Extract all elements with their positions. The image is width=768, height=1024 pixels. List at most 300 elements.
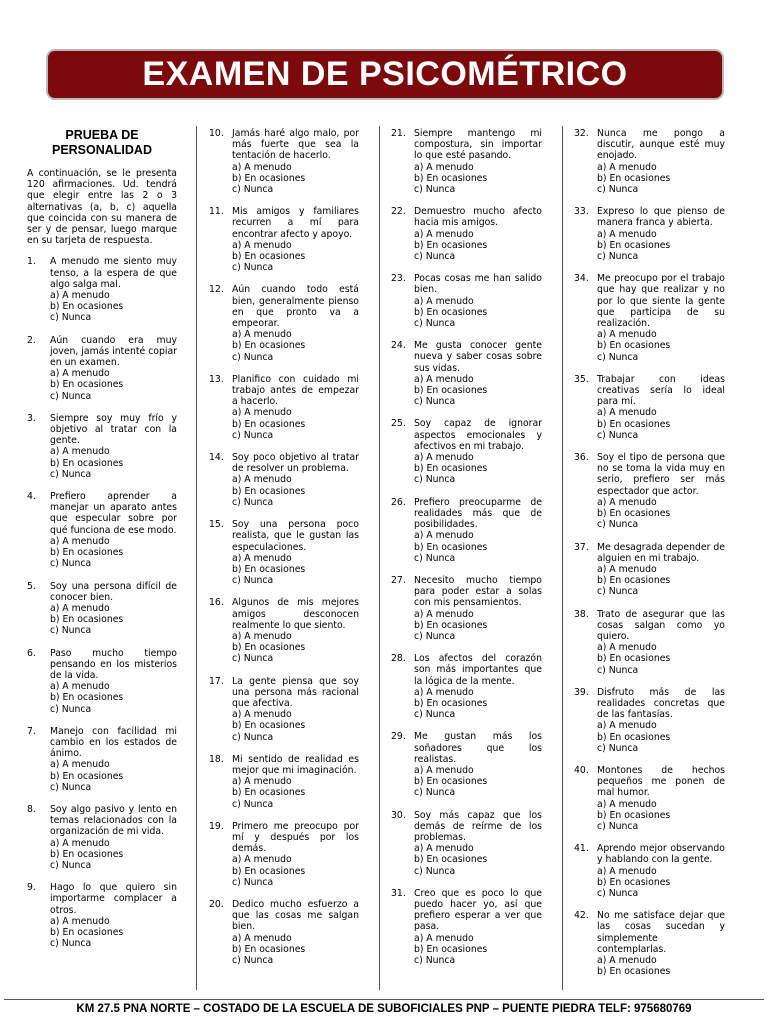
answer-option: c) Nunca <box>232 575 274 587</box>
question-text: Algunos de mis mejores amigos desconocen realmente lo que siento. <box>232 597 359 631</box>
answer-option: b) En ocasiones <box>414 619 488 631</box>
question-text: Siempre mantengo mi compostura, sin importar lo que esté pasando. <box>414 128 542 162</box>
question-text: Me preocupo por el trabajo que hay que realizar y no por lo que siente la gente que participa de su realización. <box>597 273 725 330</box>
question-text: Mi sentido de realidad es mejor que mi imaginación. <box>232 753 359 776</box>
question-statement <box>574 128 725 162</box>
footer-divider <box>4 999 764 1000</box>
question-number: 23. <box>391 273 406 285</box>
answer-option: b) En ocasiones <box>414 541 488 553</box>
column-divider <box>379 126 380 990</box>
answer-option: c) Nunca <box>414 630 456 642</box>
question-number: 14. <box>209 452 224 464</box>
question-item <box>574 910 725 977</box>
answer-option: a) A menudo <box>597 955 657 966</box>
question-text: Aún cuando era muy joven, jamás intenté copiar en un examen. <box>50 334 177 369</box>
answer-option: a) A menudo <box>232 630 292 642</box>
answer-option: a) A menudo <box>597 329 657 341</box>
question-number: 42. <box>574 910 589 922</box>
column-1 <box>27 128 177 960</box>
question-number: 28. <box>391 653 406 665</box>
question-item <box>209 754 359 810</box>
question-number: 13. <box>209 373 224 385</box>
question-text: Demuestro mucho afecto hacia mis amigos. <box>414 206 542 229</box>
answer-option: a) A menudo <box>414 530 474 542</box>
question-item <box>574 128 725 195</box>
answer-option: c) Nunca <box>414 552 456 564</box>
question-item <box>391 810 542 877</box>
question-number: 26. <box>391 496 406 508</box>
question-statement <box>574 910 725 955</box>
answer-option: b) En ocasiones <box>597 575 671 587</box>
question-statement <box>209 821 359 855</box>
question-item <box>27 804 177 871</box>
question-statement <box>391 575 542 609</box>
answer-option: a) A menudo <box>414 686 474 698</box>
question-text: Soy el tipo de persona que no se toma la vida muy en serio, prefiero ser más espectador que actor. <box>597 452 725 497</box>
question-text: Soy algo pasivo y lento en temas relacionados con la organización de mi vida. <box>50 803 177 838</box>
question-number: 41. <box>574 843 589 855</box>
question-statement <box>574 374 725 408</box>
question-statement <box>27 804 177 838</box>
answer-option: b) En ocasiones <box>50 547 124 559</box>
question-statement <box>209 128 359 162</box>
answer-option: a) A menudo <box>597 407 657 419</box>
question-statement <box>391 340 542 374</box>
question-statement <box>27 491 177 536</box>
question-text: Soy poco objetivo al tratar de resolver un problema. <box>232 452 359 475</box>
question-statement <box>209 452 359 474</box>
question-text: A menudo me siento muy tenso, a la espera de que algo salga mal. <box>50 256 177 290</box>
column-3 <box>391 128 542 977</box>
question-item <box>209 374 359 441</box>
answer-option: b) En ocasiones <box>597 172 671 184</box>
question-item <box>209 821 359 888</box>
answer-option: a) A menudo <box>414 373 474 385</box>
answer-option: a) A menudo <box>232 854 292 866</box>
answer-option: a) A menudo <box>232 932 292 944</box>
answer-option: b) En ocasiones <box>232 865 306 877</box>
answer-option: b) En ocasiones <box>50 926 124 938</box>
answer-option: a) A menudo <box>50 535 110 547</box>
question-number: 39. <box>574 686 589 698</box>
question-item <box>27 335 177 402</box>
question-number: 36. <box>574 452 589 464</box>
question-statement <box>209 676 359 710</box>
question-number: 35. <box>574 373 589 385</box>
answer-option: b) En ocasiones <box>232 787 306 799</box>
question-number: 18. <box>209 753 224 765</box>
question-text: Nunca me pongo a discutir, aunque esté muy enojado. <box>597 128 725 162</box>
answer-option: c) Nunca <box>597 664 639 676</box>
answer-option: a) A menudo <box>414 843 474 855</box>
answer-option: a) A menudo <box>232 407 292 419</box>
question-text: Prefiero preocuparme de realidades más que de posibilidades. <box>414 496 542 531</box>
answer-option: b) En ocasiones <box>232 943 306 955</box>
question-statement <box>574 206 725 228</box>
section-heading: PRUEBA DE PERSONALIDAD <box>51 128 152 157</box>
question-item <box>391 273 542 329</box>
answer-option: c) Nunca <box>232 876 274 888</box>
answer-option: b) En ocasiones <box>232 340 306 352</box>
answer-option: c) Nunca <box>232 731 274 743</box>
question-text: Jamás haré algo malo, por más fuerte que sea la tentación de hacerlo. <box>232 128 359 162</box>
question-text: Me gusta conocer gente nueva y saber cosas sobre sus vidas. <box>414 340 542 374</box>
question-number: 27. <box>391 574 406 586</box>
question-statement <box>27 648 177 682</box>
question-statement <box>574 542 725 564</box>
answer-option: c) Nunca <box>50 938 92 950</box>
question-number: 10. <box>209 128 224 139</box>
answer-option: a) A menudo <box>50 290 110 302</box>
answer-option: a) A menudo <box>232 709 292 721</box>
answer-option: a) A menudo <box>232 552 292 564</box>
question-text: Dedico mucho esfuerzo a que las cosas me salgan bien. <box>232 898 359 933</box>
question-text: Trabajar con ideas creativas sería lo ideal para mí. <box>597 373 725 408</box>
answer-option: c) Nunca <box>414 865 456 877</box>
answer-option: b) En ocasiones <box>50 614 124 626</box>
answer-option: a) A menudo <box>414 295 474 307</box>
answer-option: b) En ocasiones <box>414 385 488 397</box>
answer-option: c) Nunca <box>597 251 639 263</box>
question-item <box>391 206 542 262</box>
answer-option: b) En ocasiones <box>414 463 488 475</box>
column-2 <box>209 128 359 977</box>
answer-option: b) En ocasiones <box>414 697 488 709</box>
answer-option: c) Nunca <box>50 781 92 793</box>
answer-option: a) A menudo <box>597 798 657 810</box>
question-text: Me gustan más los soñadores que los realistas. <box>414 731 542 765</box>
question-text: Me desagrada depender de alguien en mi trabajo. <box>597 541 725 564</box>
answer-option: c) Nunca <box>597 586 639 598</box>
question-text: No me satisface dejar que las cosas sucedan y simplemente contemplarlas. <box>597 910 725 955</box>
answer-option: c) Nunca <box>232 955 274 966</box>
answer-option: c) Nunca <box>597 429 639 441</box>
question-number: 12. <box>209 284 224 296</box>
question-item <box>209 206 359 273</box>
column-divider <box>196 126 197 990</box>
answer-option: a) A menudo <box>50 759 110 771</box>
answer-option: a) A menudo <box>414 608 474 620</box>
answer-option: c) Nunca <box>232 429 274 441</box>
question-item <box>209 597 359 664</box>
question-statement <box>27 726 177 760</box>
question-statement <box>27 335 177 369</box>
question-item <box>574 452 725 530</box>
answer-option: c) Nunca <box>597 820 639 832</box>
question-text: Mis amigos y familiares recurren a mí para encontrar afecto y apoyo. <box>232 206 359 240</box>
question-item <box>574 206 725 262</box>
answer-option: c) Nunca <box>597 184 639 196</box>
answer-option: b) En ocasiones <box>597 239 671 251</box>
question-text: Trato de asegurar que las cosas salgan como yo quiero. <box>597 608 725 642</box>
question-number: 15. <box>209 519 224 531</box>
question-item <box>209 452 359 508</box>
question-number: 19. <box>209 820 224 832</box>
question-statement <box>27 882 177 916</box>
question-statement <box>574 452 725 497</box>
question-item <box>209 676 359 743</box>
page-title: EXAMEN DE PSICOMÉTRICO <box>142 55 628 93</box>
answer-option: a) A menudo <box>597 228 657 240</box>
answer-option: c) Nunca <box>50 558 92 570</box>
question-number: 17. <box>209 675 224 687</box>
answer-option: c) Nunca <box>414 787 456 799</box>
answer-option: a) A menudo <box>232 776 292 788</box>
question-item <box>27 256 177 323</box>
answer-option: c) Nunca <box>414 474 456 486</box>
answer-option: b) En ocasiones <box>597 876 671 888</box>
question-item <box>27 882 177 949</box>
answer-option: a) A menudo <box>50 368 110 380</box>
answer-option: a) A menudo <box>597 563 657 575</box>
answer-option: a) A menudo <box>50 602 110 614</box>
question-number: 40. <box>574 764 589 776</box>
answer-option: b) En ocasiones <box>414 239 488 251</box>
question-statement <box>574 843 725 865</box>
answer-option: c) Nunca <box>414 709 456 721</box>
question-statement <box>574 687 725 721</box>
answer-option: b) En ocasiones <box>597 340 671 352</box>
answer-option: b) En ocasiones <box>50 301 124 313</box>
question-text: Pocas cosas me han salido bien. <box>414 273 542 296</box>
answer-option: b) En ocasiones <box>414 306 488 318</box>
question-number: 31. <box>391 887 406 899</box>
question-text: Los afectos del corazón son más importantes que la lógica de la mente. <box>414 653 542 687</box>
question-item <box>209 899 359 966</box>
question-number: 1. <box>27 256 36 268</box>
answer-option: b) En ocasiones <box>232 485 306 497</box>
question-number: 25. <box>391 418 406 430</box>
question-text: Prefiero aprender a manejar un aparato antes que especular sobre por qué funciona de ese modo. <box>50 491 177 536</box>
question-number: 6. <box>27 647 36 659</box>
question-statement <box>27 256 177 290</box>
question-statement <box>391 418 542 452</box>
question-number: 37. <box>574 541 589 553</box>
question-item <box>391 418 542 485</box>
answer-option: b) En ocasiones <box>50 457 124 469</box>
answer-option: c) Nunca <box>597 519 639 531</box>
question-text: Expreso lo que pienso de manera franca y abierta. <box>597 206 725 229</box>
footer-address: KM 27.5 PNA NORTE – COSTADO DE LA ESCUELA DE SUBOFICIALES PNP – PUENTE PIEDRA TELF: 975680769 <box>76 1003 692 1015</box>
answer-option: a) A menudo <box>597 720 657 732</box>
question-item <box>27 581 177 637</box>
question-number: 33. <box>574 206 589 218</box>
question-number: 30. <box>391 809 406 821</box>
answer-option: a) A menudo <box>50 837 110 849</box>
answer-option: a) A menudo <box>414 161 474 173</box>
question-number: 11. <box>209 206 224 218</box>
answer-option: c) Nunca <box>414 251 456 263</box>
question-item <box>391 731 542 798</box>
question-item <box>391 575 542 642</box>
question-statement <box>27 581 177 603</box>
question-item <box>391 653 542 720</box>
question-statement <box>574 273 725 329</box>
answer-option: c) Nunca <box>232 496 274 508</box>
question-text: Montones de hechos pequeños me ponen de mal humor. <box>597 764 725 799</box>
answer-option: a) A menudo <box>50 915 110 927</box>
answer-option: a) A menudo <box>232 239 292 251</box>
answer-option: a) A menudo <box>50 681 110 693</box>
answer-option: c) Nunca <box>597 887 639 899</box>
question-item <box>574 687 725 754</box>
question-text: Paso mucho tiempo pensando en los misterios de la vida. <box>50 647 177 681</box>
question-text: La gente piensa que soy una persona más racional que afectiva. <box>232 675 359 709</box>
question-item <box>574 765 725 832</box>
question-statement <box>209 597 359 631</box>
answer-option: a) A menudo <box>597 496 657 508</box>
question-number: 20. <box>209 898 224 910</box>
answer-option: c) Nunca <box>50 312 92 324</box>
answer-option: b) En ocasiones <box>597 418 671 430</box>
question-statement <box>391 128 542 162</box>
question-number: 9. <box>27 882 36 894</box>
answer-option: c) Nunca <box>414 318 456 330</box>
answer-option: c) Nunca <box>232 653 274 665</box>
answer-option: b) En ocasiones <box>597 653 671 665</box>
answer-option: b) En ocasiones <box>414 943 488 955</box>
answer-option: b) En ocasiones <box>232 720 306 732</box>
answer-option: c) Nunca <box>414 184 456 196</box>
question-text: Hago lo que quiero sin importarme complacer a otros. <box>50 882 177 916</box>
question-statement <box>209 374 359 408</box>
answer-option: a) A menudo <box>414 764 474 776</box>
answer-option: b) En ocasiones <box>50 379 124 391</box>
answer-option: c) Nunca <box>50 390 92 402</box>
question-item <box>209 128 359 195</box>
answer-option: c) Nunca <box>50 468 92 480</box>
answer-option: b) En ocasiones <box>232 172 306 184</box>
question-text: Creo que es poco lo que puedo hacer yo, así que prefiero esperar a ver que pasa. <box>414 887 542 933</box>
question-item <box>391 128 542 195</box>
answer-option: c) Nunca <box>414 396 456 408</box>
question-number: 5. <box>27 580 36 592</box>
answer-option: a) A menudo <box>414 452 474 464</box>
answer-option: c) Nunca <box>414 955 456 966</box>
question-text: Soy una persona poco realista, que le gustan las especulaciones. <box>232 519 359 553</box>
question-statement <box>209 284 359 329</box>
question-text: Aún cuando todo está bien, generalmente pienso en que pronto va a empeorar. <box>232 284 359 330</box>
answer-option: c) Nunca <box>232 184 274 196</box>
answer-option: b) En ocasiones <box>232 642 306 654</box>
answer-option: b) En ocasiones <box>232 418 306 430</box>
answer-option: a) A menudo <box>232 161 292 173</box>
question-statement <box>27 413 177 447</box>
question-statement <box>209 519 359 553</box>
answer-option: b) En ocasiones <box>414 854 488 866</box>
question-item <box>391 340 542 407</box>
answer-option: a) A menudo <box>597 865 657 877</box>
question-item <box>209 519 359 586</box>
question-statement <box>391 653 542 687</box>
question-number: 22. <box>391 206 406 218</box>
question-item <box>574 374 725 441</box>
question-number: 29. <box>391 731 406 743</box>
question-text: Soy capaz de ignorar aspectos emocionales y afectivos en mi trabajo. <box>414 418 542 452</box>
question-text: Soy más capaz que los demás de reírme de los problemas. <box>414 809 542 843</box>
answer-option: a) A menudo <box>414 932 474 944</box>
question-text: Aprendo mejor observando y hablando con la gente. <box>597 843 725 866</box>
answer-option: c) Nunca <box>597 351 639 363</box>
answer-option: b) En ocasiones <box>597 508 671 520</box>
question-number: 7. <box>27 725 36 737</box>
question-text: Soy una persona difícil de conocer bien. <box>50 580 177 603</box>
question-number: 8. <box>27 803 36 815</box>
question-number: 34. <box>574 273 589 285</box>
answer-option: c) Nunca <box>50 625 92 637</box>
question-statement <box>391 273 542 295</box>
answer-option: b) En ocasiones <box>597 966 671 978</box>
title-banner <box>46 49 724 100</box>
question-statement <box>574 609 725 643</box>
answer-option: c) Nunca <box>597 742 639 754</box>
question-item <box>574 542 725 598</box>
question-number: 2. <box>27 334 36 346</box>
question-statement <box>209 206 359 240</box>
question-item <box>391 888 542 966</box>
question-statement <box>391 206 542 228</box>
question-number: 4. <box>27 491 36 503</box>
question-statement <box>391 497 542 531</box>
answer-option: a) A menudo <box>232 474 292 486</box>
question-statement <box>391 731 542 765</box>
question-statement <box>574 765 725 799</box>
answer-option: b) En ocasiones <box>50 848 124 860</box>
question-text: Manejo con facilidad mi cambio en los estados de ánimo. <box>50 725 177 760</box>
question-number: 16. <box>209 597 224 609</box>
question-number: 3. <box>27 412 36 424</box>
question-number: 32. <box>574 128 589 139</box>
question-item <box>209 284 359 362</box>
answer-option: c) Nunca <box>50 859 92 871</box>
answer-option: b) En ocasiones <box>414 172 488 184</box>
answer-option: b) En ocasiones <box>597 809 671 821</box>
question-statement <box>209 754 359 776</box>
answer-option: b) En ocasiones <box>232 251 306 263</box>
answer-option: a) A menudo <box>414 228 474 240</box>
question-item <box>391 497 542 564</box>
column-divider <box>562 126 563 990</box>
answer-option: b) En ocasiones <box>232 563 306 575</box>
question-item <box>27 648 177 715</box>
answer-option: c) Nunca <box>50 703 92 715</box>
answer-option: b) En ocasiones <box>414 776 488 788</box>
question-number: 24. <box>391 340 406 352</box>
column-4 <box>574 128 725 988</box>
question-item <box>574 273 725 363</box>
answer-option: b) En ocasiones <box>597 731 671 743</box>
question-item <box>574 609 725 676</box>
question-statement <box>209 899 359 933</box>
question-text: Planifico con cuidado mi trabajo antes de empezar a hacerlo. <box>232 373 359 408</box>
answer-option: c) Nunca <box>232 798 274 810</box>
instructions-text: A continuación, se le presenta 120 afirmaciones. Ud. tendrá que elegir entre las 2 o 3 alternativas (a, b, c) aquella que coincida con su manera de ser y de pensar, luego marque en su tarjeta de respuesta. <box>27 168 177 247</box>
answer-option: b) En ocasiones <box>50 692 124 704</box>
answer-option: a) A menudo <box>597 642 657 654</box>
question-item <box>27 491 177 569</box>
question-number: 21. <box>391 128 406 139</box>
answer-option: a) A menudo <box>232 329 292 341</box>
question-item <box>27 726 177 793</box>
question-text: Primero me preocupo por mí y después por los demás. <box>232 820 359 855</box>
answer-option: b) En ocasiones <box>50 770 124 782</box>
question-text: Disfruto más de las realidades concretas que de las fantasías. <box>597 686 725 721</box>
question-item <box>574 843 725 899</box>
question-statement <box>391 888 542 933</box>
question-item <box>27 413 177 480</box>
question-text: Siempre soy muy frío y objetivo al tratar con la gente. <box>50 412 177 447</box>
question-number: 38. <box>574 608 589 620</box>
